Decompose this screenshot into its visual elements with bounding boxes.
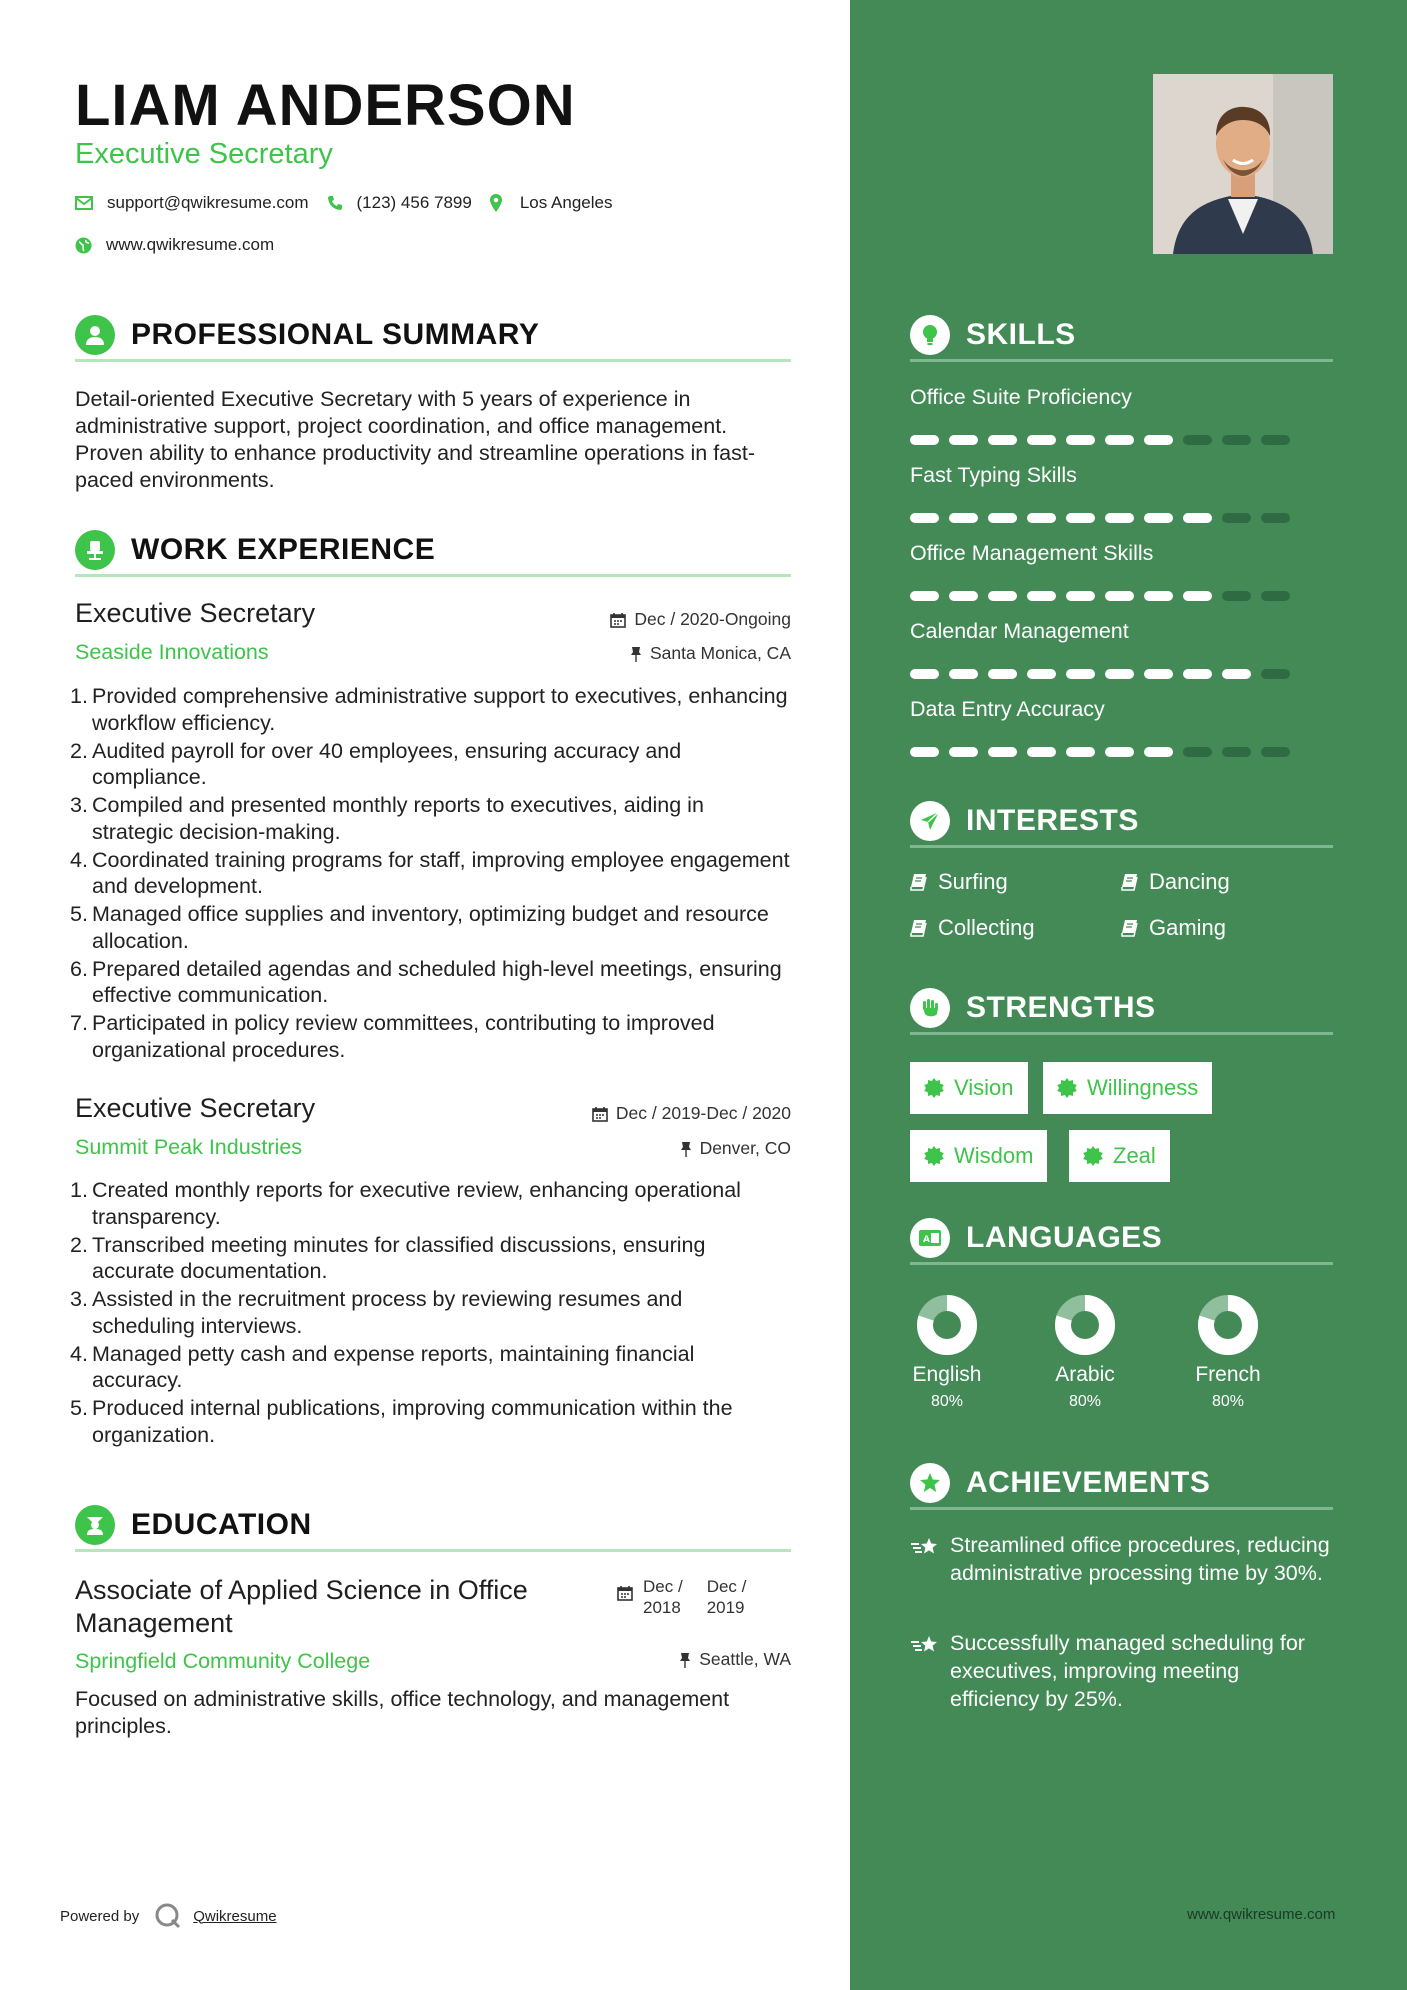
job-1-company: Seaside Innovations <box>75 640 269 664</box>
skill-level-segment <box>910 513 939 523</box>
interest-item: Dancing <box>1121 869 1230 895</box>
email-text: support@qwikresume.com <box>107 193 309 212</box>
skill-name: Data Entry Accuracy <box>910 697 1105 721</box>
location-text: Los Angeles <box>519 193 613 212</box>
graduate-icon <box>75 1505 115 1545</box>
certificate-icon <box>924 1146 944 1166</box>
skill-level-segment <box>1105 435 1134 445</box>
education-date <box>617 1576 746 1618</box>
skill-level-segment <box>1222 591 1251 601</box>
skill-level-segment <box>949 747 978 757</box>
book-icon <box>1121 873 1139 891</box>
skill-level-segment <box>1144 669 1173 679</box>
skill-level-segment <box>910 747 939 757</box>
calendar-icon <box>610 612 626 628</box>
contact-row <box>75 193 630 213</box>
lightbulb-icon <box>910 315 950 355</box>
list-item: 4. Managed petty cash and expense reports, maintaining financial accuracy. <box>70 1341 695 1392</box>
skill-level-segment <box>1066 669 1095 679</box>
job-1-bullets <box>70 683 790 1065</box>
book-icon <box>910 919 928 937</box>
skill-level-segment <box>949 669 978 679</box>
skill-level-segment <box>1261 747 1290 757</box>
pin-icon <box>679 1652 691 1668</box>
skill-level-segment <box>949 513 978 523</box>
strength-badge: Zeal <box>1069 1130 1170 1182</box>
certificate-icon <box>1083 1146 1103 1166</box>
phone-icon <box>327 195 343 211</box>
website-row <box>75 235 292 255</box>
phone-text: (123) 456 7899 <box>356 193 472 212</box>
skill-level-segment <box>1261 591 1290 601</box>
interests-title: INTERESTS <box>966 803 1139 837</box>
powered-by <box>60 1901 277 1931</box>
language-item: English 80% <box>897 1293 997 1411</box>
language-donut <box>915 1293 979 1357</box>
work-heading <box>75 525 791 577</box>
language-donut <box>1196 1293 1260 1357</box>
list-item: 3. Compiled and presented monthly reports to executives, aiding in strategic decision-making. <box>70 793 704 844</box>
strength-badge: Willingness <box>1043 1062 1212 1114</box>
job-2-bullets <box>70 1177 790 1450</box>
pin-icon <box>630 646 642 662</box>
powered-by-label: Powered by <box>60 1907 140 1925</box>
certificate-icon <box>1057 1078 1077 1098</box>
skill-level-segment <box>1261 513 1290 523</box>
skill-level-segment <box>1027 669 1056 679</box>
job-1-title: Executive Secretary <box>75 598 316 628</box>
skill-level-segment <box>1222 435 1251 445</box>
skill-level-segment <box>1066 747 1095 757</box>
skill-level-segment <box>1222 669 1251 679</box>
education-heading <box>75 1500 791 1552</box>
skill-level-segment <box>1144 513 1173 523</box>
edu-end-year: 2019 <box>706 1598 745 1617</box>
job-2-date <box>592 1103 791 1124</box>
skill-level-bar <box>910 591 1300 601</box>
degree-title: Associate of Applied Science in Office Management <box>75 1575 528 1638</box>
skill-name: Office Management Skills <box>910 541 1154 565</box>
summary-title: PROFESSIONAL SUMMARY <box>131 317 540 351</box>
languages-heading <box>910 1213 1333 1265</box>
list-item: 1. Provided comprehensive administrative support to executives, enhancing workflow efficiency. <box>70 684 788 735</box>
qwikresume-logo-icon <box>153 1901 183 1931</box>
phone-item[interactable] <box>327 193 472 213</box>
skill-level-segment <box>1144 435 1173 445</box>
edu-start-year: 2018 <box>643 1598 681 1617</box>
skill-level-segment <box>1066 435 1095 445</box>
email-item[interactable] <box>75 193 309 213</box>
school-name: Springfield Community College <box>75 1649 371 1673</box>
skill-level-segment <box>1183 669 1212 679</box>
language-donut <box>1053 1293 1117 1357</box>
skill-level-segment <box>988 591 1017 601</box>
skill-level-segment <box>1183 591 1212 601</box>
skill-level-segment <box>1105 669 1134 679</box>
map-pin-icon <box>490 194 502 212</box>
list-item: 1. Created monthly reports for executive review, enhancing operational transparency. <box>70 1178 741 1229</box>
skill-level-segment <box>949 591 978 601</box>
pin-icon <box>680 1141 692 1157</box>
qwikresume-link[interactable]: Qwikresume <box>193 1907 277 1925</box>
user-icon <box>75 315 115 355</box>
language-item: Arabic 80% <box>1035 1293 1135 1411</box>
website-item[interactable] <box>75 235 274 255</box>
briefcase-chair-icon <box>75 530 115 570</box>
location-item <box>490 193 613 213</box>
strength-badge: Wisdom <box>910 1130 1047 1182</box>
skill-level-segment <box>1183 513 1212 523</box>
interests-heading <box>910 796 1333 848</box>
job-2-title: Executive Secretary <box>75 1093 316 1123</box>
education-location <box>679 1649 791 1670</box>
list-item: 7. Participated in policy review committees, contributing to improved organizational procedures. <box>70 1011 715 1062</box>
shooting-star-icon <box>910 1633 940 1657</box>
work-title: WORK EXPERIENCE <box>131 532 436 566</box>
skill-level-segment <box>1222 747 1251 757</box>
skill-level-segment <box>1144 591 1173 601</box>
job-2-company: Summit Peak Industries <box>75 1135 303 1159</box>
svg-text:A: A <box>923 1234 930 1245</box>
skill-level-segment <box>1261 669 1290 679</box>
interest-item: Gaming <box>1121 915 1226 941</box>
skill-level-bar <box>910 435 1300 445</box>
edu-start-month: Dec / <box>643 1577 683 1596</box>
skill-level-segment <box>1144 747 1173 757</box>
fist-icon <box>910 988 950 1028</box>
skill-level-segment <box>1027 747 1056 757</box>
list-item: 4. Coordinated training programs for staff, improving employee engagement and development. <box>70 847 790 898</box>
list-item: 2. Audited payroll for over 40 employees, ensuring accuracy and compliance. <box>70 738 682 789</box>
skill-name: Office Suite Proficiency <box>910 385 1132 409</box>
skill-level-segment <box>988 669 1017 679</box>
skills-title: SKILLS <box>966 317 1076 351</box>
job-1-date <box>610 609 791 630</box>
strengths-heading <box>910 983 1333 1035</box>
calendar-icon <box>617 1585 633 1601</box>
list-item: 3. Assisted in the recruitment process by reviewing resumes and scheduling interviews. <box>70 1287 683 1338</box>
skill-level-bar <box>910 669 1300 679</box>
envelope-icon <box>75 196 93 210</box>
job-1-location-text: Santa Monica, CA <box>649 643 791 663</box>
skill-level-segment <box>988 435 1017 445</box>
skill-level-segment <box>910 669 939 679</box>
skill-level-segment <box>1027 513 1056 523</box>
skill-name: Fast Typing Skills <box>910 463 1077 487</box>
language-icon <box>910 1218 950 1258</box>
skill-level-segment <box>1183 435 1212 445</box>
list-item: 6. Prepared detailed agendas and scheduled high-level meetings, ensuring effective communication. <box>70 956 782 1007</box>
skill-level-segment <box>910 435 939 445</box>
strengths-title: STRENGTHS <box>966 990 1156 1024</box>
education-description: Focused on administrative skills, office technology, and management principles. <box>75 1687 730 1738</box>
strength-badge: Vision <box>910 1062 1028 1114</box>
book-icon <box>910 873 928 891</box>
achievement-item: Streamlined office procedures, reducing administrative processing time by 30%. <box>910 1531 1333 1587</box>
skills-heading <box>910 310 1333 362</box>
skill-level-segment <box>1105 747 1134 757</box>
summary-text: Detail-oriented Executive Secretary with 5 years of experience in administrative support, project coordination, and office management. Proven ability to enhance productivity and streamline operations in fast-paced environments. <box>75 387 756 492</box>
skill-level-segment <box>1105 513 1134 523</box>
star-badge-icon <box>910 1463 950 1503</box>
edu-end-month: Dec / <box>706 1577 747 1596</box>
skill-level-segment <box>1105 591 1134 601</box>
profile-photo <box>1153 74 1333 254</box>
skill-level-segment <box>949 435 978 445</box>
certificate-icon <box>924 1078 944 1098</box>
candidate-name: LIAM ANDERSON <box>75 73 576 138</box>
language-item: French 80% <box>1178 1293 1278 1411</box>
list-item: 5. Produced internal publications, improving communication within the organization. <box>70 1396 733 1447</box>
website-text: www.qwikresume.com <box>106 235 275 254</box>
languages-title: LANGUAGES <box>966 1220 1163 1254</box>
job-2-date-text: Dec / 2019-Dec / 2020 <box>615 1103 791 1123</box>
education-location-text: Seattle, WA <box>699 1649 791 1669</box>
interest-item: Surfing <box>910 869 1008 895</box>
skill-level-bar <box>910 513 1300 523</box>
globe-icon <box>75 237 92 254</box>
job-2-location-text: Denver, CO <box>699 1138 791 1158</box>
book-icon <box>1121 919 1139 937</box>
skill-level-segment <box>1222 513 1251 523</box>
skill-level-segment <box>1183 747 1212 757</box>
skill-level-segment <box>910 591 939 601</box>
footer-website[interactable]: www.qwikresume.com <box>1187 1906 1336 1923</box>
job-1-date-text: Dec / 2020-Ongoing <box>634 609 791 629</box>
candidate-role: Executive Secretary <box>75 138 333 170</box>
calendar-icon <box>592 1106 608 1122</box>
education-title: EDUCATION <box>131 1507 312 1541</box>
skill-level-segment <box>1066 513 1095 523</box>
skill-level-segment <box>988 513 1017 523</box>
skill-level-segment <box>988 747 1017 757</box>
skill-level-segment <box>1027 591 1056 601</box>
paper-plane-icon <box>910 801 950 841</box>
list-item: 5. Managed office supplies and inventory, optimizing budget and resource allocation. <box>70 902 769 953</box>
list-item: 2. Transcribed meeting minutes for classified discussions, ensuring accurate documentation. <box>70 1232 706 1283</box>
skill-name: Calendar Management <box>910 619 1129 643</box>
achievements-heading <box>910 1458 1333 1510</box>
skill-level-segment <box>1066 591 1095 601</box>
skill-level-segment <box>1261 435 1290 445</box>
job-1-location <box>630 643 791 664</box>
interest-item: Collecting <box>910 915 1035 941</box>
achievements-title: ACHIEVEMENTS <box>966 1465 1211 1499</box>
shooting-star-icon <box>910 1535 940 1559</box>
job-2-location <box>680 1138 791 1159</box>
achievement-item: Successfully managed scheduling for executives, improving meeting efficiency by 25%. <box>910 1629 1333 1713</box>
summary-heading <box>75 310 791 362</box>
skill-level-bar <box>910 747 1300 757</box>
skill-level-segment <box>1027 435 1056 445</box>
